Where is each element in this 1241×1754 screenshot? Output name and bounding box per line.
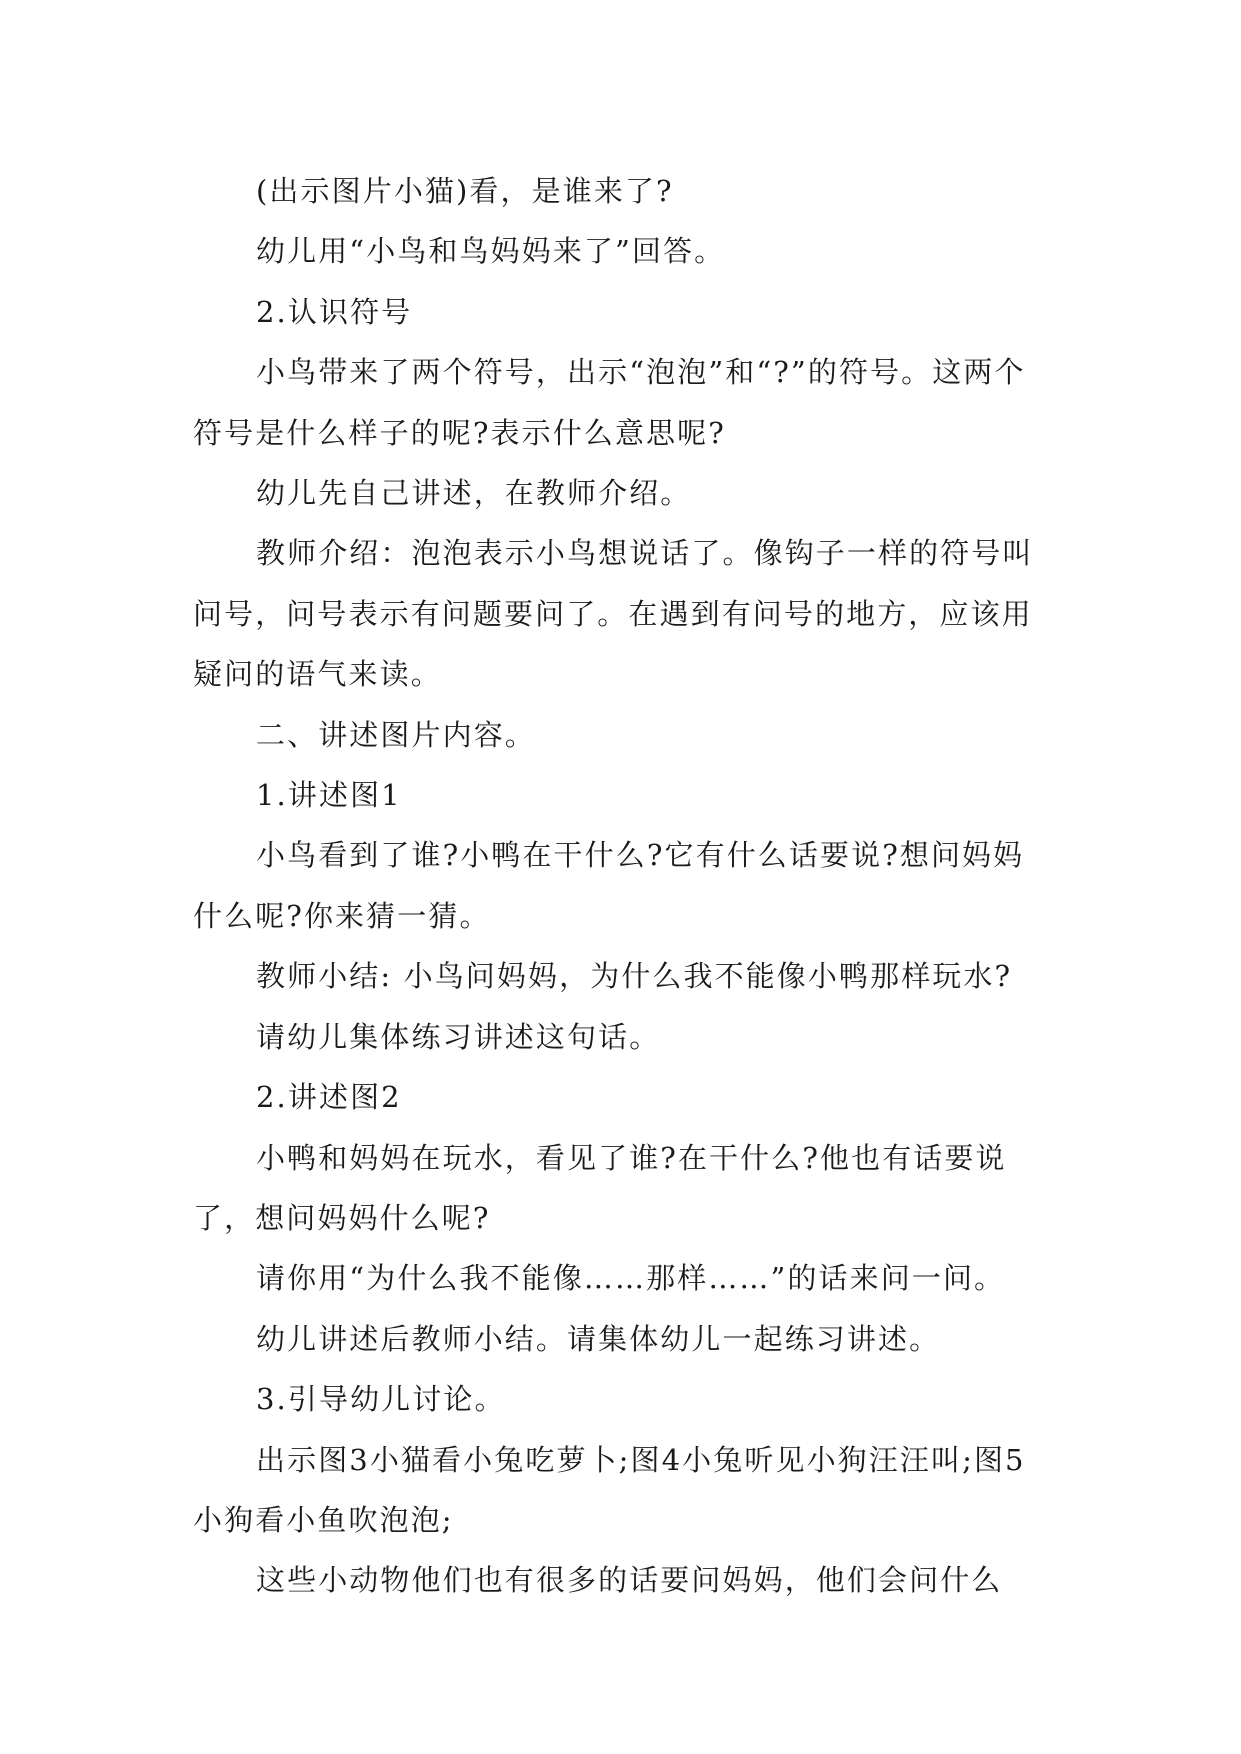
paragraph: 请幼儿集体练习讲述这句话。	[256, 1019, 661, 1054]
paragraph: (出示图片小猫)看，是谁来了?	[256, 174, 674, 208]
paragraph: 这些小动物他们也有很多的话要问妈妈，他们会问什么	[256, 1563, 1003, 1598]
document-body	[193, 161, 1048, 1611]
paragraph: 小鸭和妈妈在玩水，看见了谁?在干什么?他也有话要说了，想问妈妈什么呢?	[193, 1140, 1007, 1235]
section-heading: 2.讲述图2	[256, 1080, 402, 1115]
paragraph: 幼儿用“小鸟和鸟妈妈来了”回答。	[256, 234, 726, 269]
paragraph: 教师介绍：泡泡表示小鸟想说话了。像钩子一样的符号叫问号，问号表示有问题要问了。在遇到有问号的地方，应该用疑问的语气来读。	[193, 536, 1034, 692]
section-heading: 3.引导幼儿讨论。	[256, 1382, 506, 1417]
paragraph: 教师小结: 小鸟问妈妈，为什么我不能像小鸭那样玩水?	[256, 959, 1013, 994]
paragraph: 幼儿先自己讲述，在教师介绍。	[256, 476, 692, 511]
section-heading: 二、讲述图片内容。	[256, 717, 536, 752]
section-heading: 1.讲述图1	[256, 778, 402, 813]
section-heading: 2.认识符号	[256, 294, 413, 329]
paragraph: 小鸟带来了两个符号，出示“泡泡”和“?”的符号。这两个符号是什么样子的呢?表示什么意思呢?	[193, 355, 1026, 450]
paragraph: 出示图3小猫看小兔吃萝卜;图4小兔听见小狗汪汪叫;图5小狗看小鱼吹泡泡;	[193, 1442, 1026, 1537]
paragraph: 小鸟看到了谁?小鸭在干什么?它有什么话要说?想问妈妈什么呢?你来猜一猜。	[193, 838, 1025, 933]
paragraph: 幼儿讲述后教师小结。请集体幼儿一起练习讲述。	[256, 1321, 941, 1356]
paragraph: 请你用“为什么我不能像……那样……”的话来问一问。	[256, 1261, 1006, 1296]
